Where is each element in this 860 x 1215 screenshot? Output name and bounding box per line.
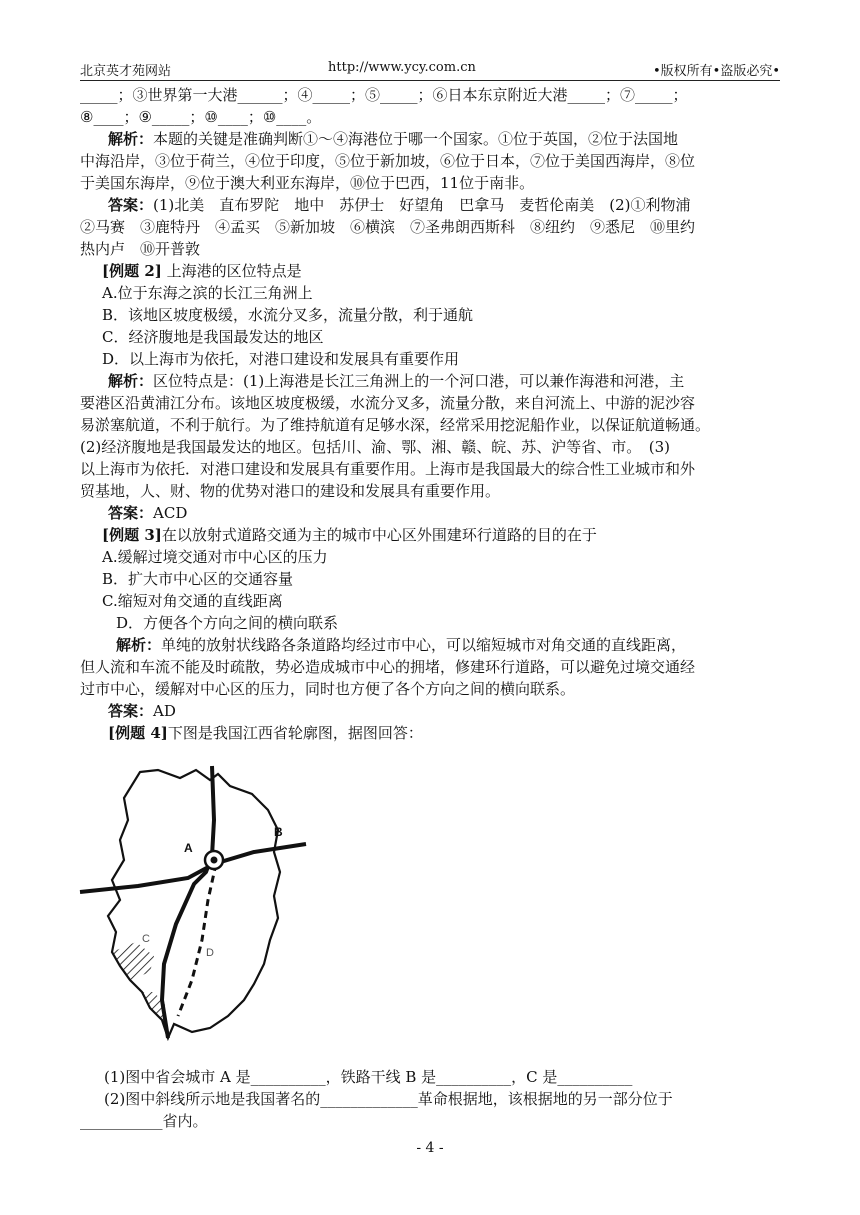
text-line: 热内卢 ⑩开普敦 <box>80 240 201 258</box>
option-c: C．经济腹地是我国最发达的地区 <box>102 328 324 346</box>
option-d: D．方便各个方向之间的横向联系 <box>116 614 339 632</box>
option-a: A.缓解过境交通对市中心区的压力 <box>102 548 328 566</box>
page-header <box>80 58 780 81</box>
hatched-area-upper <box>112 942 154 980</box>
text-line: 贸基地，人、财、物的优势对港口的建设和发展具有重要作用。 <box>80 482 501 500</box>
text-line: 于美国东海岸，⑨位于澳大利亚东海岸，⑩位于巴西，11位于南非。 <box>80 174 535 192</box>
question-block <box>80 1066 794 1132</box>
text-line: 中海沿岸，③位于荷兰，④位于印度，⑤位于新加坡，⑥位于日本，⑦位于美国西海岸，⑧位 <box>80 152 696 170</box>
text-line: (2)经济腹地是我国最发达的地区。包括川、渝、鄂、湘、赣、皖、苏、沪等省、市。 (3) <box>80 438 670 456</box>
map-label-d: D <box>206 947 214 959</box>
page-number: - 4 - <box>416 1140 444 1156</box>
question-1: (1)图中省会城市 A 是__________，铁路干线 B 是__________，C 是__________ <box>104 1068 633 1086</box>
capital-city-marker-inner <box>211 857 218 864</box>
document-body <box>80 84 780 744</box>
header-copyright: •版权所有•盗版必究• <box>652 64 780 79</box>
option-c: C.缩短对角交通的直线距离 <box>102 592 283 610</box>
map-label-c: C <box>142 933 150 945</box>
option-d: D．以上海市为依托，对港口建设和发展具有重要作用 <box>102 350 460 368</box>
header-url[interactable]: http://www.ycy.com.cn <box>328 60 476 75</box>
analysis-line: 解析：单纯的放射状线路各条道路均经过市中心，可以缩短城市对角交通的直线距离， <box>116 636 687 654</box>
example-2-title: [例题 2] 上海港的区位特点是 <box>102 262 302 280</box>
question-2-continued: ___________省内。 <box>80 1112 208 1130</box>
railway-d-dashed <box>178 864 216 1016</box>
answer-line: 答案：ACD <box>108 504 188 522</box>
answer-line: 答案：AD <box>108 702 176 720</box>
map-label-a: A <box>184 841 193 855</box>
text-line: 但人流和车流不能及时疏散，势必造成城市中心的拥堵，修建环行道路，可以避免过境交通经 <box>80 658 696 676</box>
question-2: (2)图中斜线所示地是我国著名的_____________革命根据地，该根据地的另一部分位于 <box>104 1090 673 1108</box>
text-line: 易淤塞航道，不利于航行。为了维持航道有足够水深，经常采用挖泥船作业，以保证航道畅通。 <box>80 416 711 434</box>
text-line: 过市中心，缓解对中心区的压力，同时也方便了各个方向之间的横向联系。 <box>80 680 576 698</box>
map-label-b: B <box>274 825 283 839</box>
analysis-line: 解析：区位特点是：(1)上海港是长江三角洲上的一个河口港，可以兼作海港和河港，主 <box>108 372 685 390</box>
header-site-name: 北京英才苑网站 <box>80 64 172 79</box>
text-line: ②马赛 ③鹿特丹 ④孟买 ⑤新加坡 ⑥横滨 ⑦圣弗朗西斯科 ⑧纽约 ⑨悉尼 ⑩里约 <box>80 218 696 236</box>
text-line: 以上海市为依托．对港口建设和发展具有重要作用。上海市是我国最大的综合性工业城市和外 <box>80 460 696 478</box>
text-line: ⑧____；⑨_____；⑩____；⑩____。 <box>80 108 322 126</box>
text-line: _____；③世界第一大港______；④_____；⑤_____；⑥日本东京附近大港_____；⑦_____； <box>80 86 688 104</box>
analysis-line: 解析：本题的关键是准确判断①～④海港位于哪一个国家。①位于英国，②位于法国地 <box>108 130 679 148</box>
jiangxi-map <box>78 760 308 1060</box>
text-line: 要港区沿黄浦江分布。该地区坡度极缓，水流分叉多，流量分散，来自河流上、中游的泥沙容 <box>80 394 696 412</box>
example-3-title: [例题 3]在以放射式道路交通为主的城市中心区外围建环行道路的目的在于 <box>102 526 597 544</box>
option-b: B．该地区坡度极缓，水流分叉多，流量分散，利于通航 <box>102 306 474 324</box>
answer-line: 答案：(1)北美 直布罗陀 地中 苏伊士 好望角 巴拿马 麦哲伦南美 (2)①利物浦 <box>108 196 691 214</box>
example-4-title: [例题 4]下图是我国江西省轮廓图，据图回答： <box>108 724 423 742</box>
option-b: B．扩大市中心区的交通容量 <box>102 570 294 588</box>
province-outline <box>108 770 280 1038</box>
option-a: A.位于东海之滨的长江三角洲上 <box>102 284 313 302</box>
